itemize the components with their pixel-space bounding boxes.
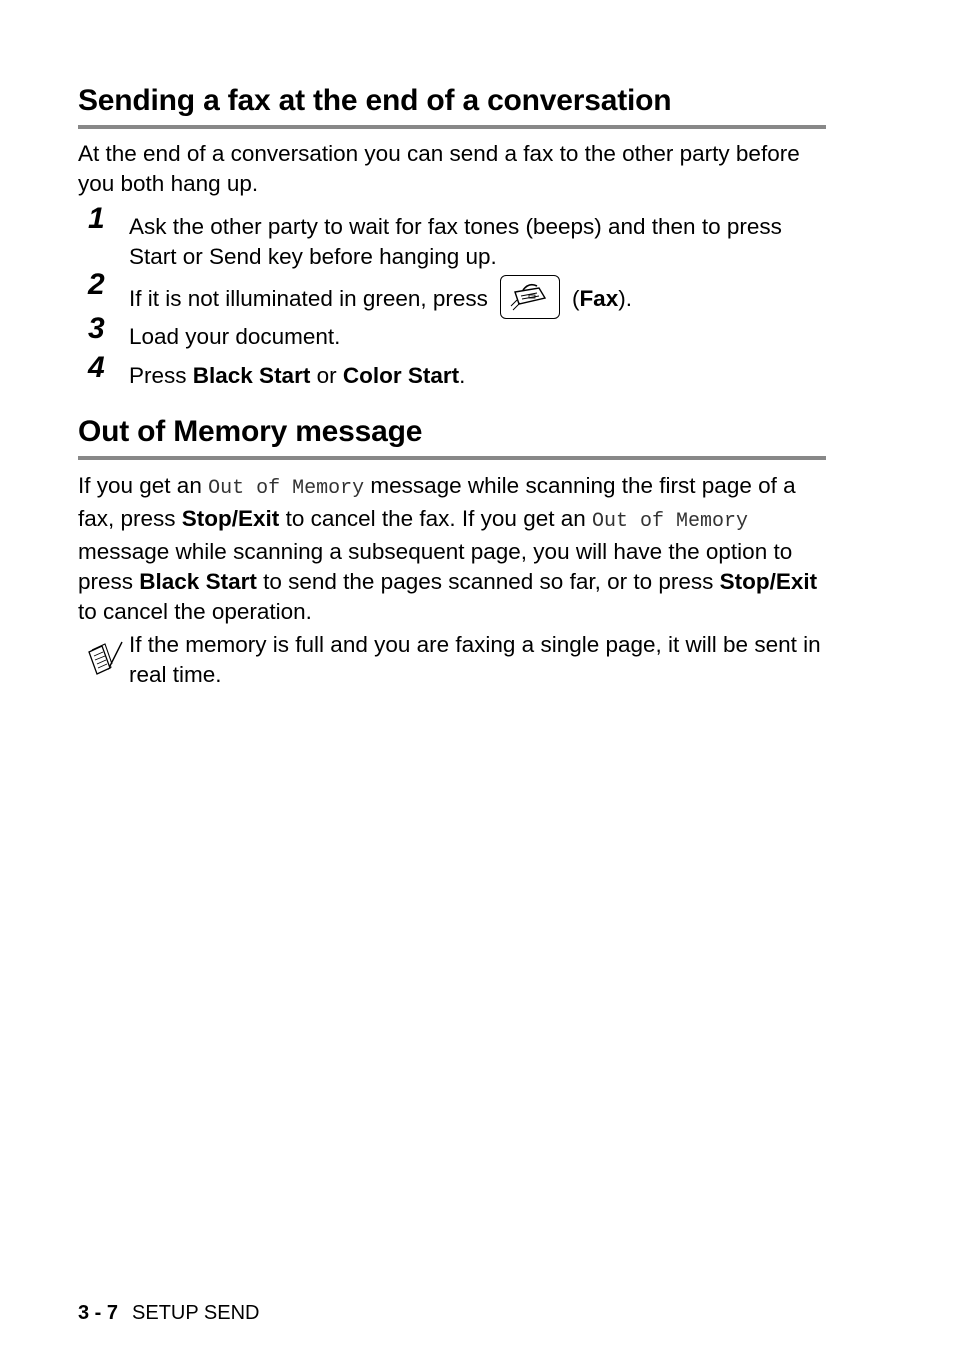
page-footer: [78, 1301, 259, 1325]
stop-exit-label: Stop/Exit: [719, 569, 818, 594]
memory-paragraph: [78, 471, 826, 627]
color-start-label: Color Start: [342, 363, 460, 388]
lcd-message: Out of Memory: [592, 510, 749, 533]
heading-text: Sending a fax at the end of a conversation: [78, 84, 672, 117]
fax-key-label: Fax: [579, 285, 619, 311]
fax-key-button[interactable]: [500, 275, 560, 319]
stop-exit-label: Stop/Exit: [181, 506, 280, 531]
step-text: Ask the other party to wait for fax tones (beeps) and then to press Start or Send key before hanging up.: [129, 214, 782, 269]
step-text: [129, 361, 819, 391]
intro-paragraph: At the end of a conversation you can send a fax to the other party before you both hang up.: [78, 141, 800, 196]
text-run: to send the pages scanned so far, or to press: [256, 569, 720, 594]
step-number: 4: [88, 351, 105, 384]
step-text-post: .: [459, 363, 466, 388]
text-run: message while scanning a subsequent page, you will have the option to press: [78, 539, 793, 594]
heading-rule: [78, 456, 826, 460]
step-text-pre: Press: [129, 363, 193, 388]
text-run: message while scanning the first page of a fax, press: [78, 473, 796, 531]
text-run: to cancel the fax. If you get an: [279, 506, 593, 531]
black-start-label: Black Start: [139, 569, 257, 594]
paren-open: (: [571, 285, 580, 311]
step-text: [129, 278, 819, 322]
section-heading-fax-end: [78, 86, 826, 129]
step-text: Load your document.: [129, 324, 341, 349]
step-number: 3: [88, 312, 105, 345]
text-run: to cancel the operation.: [78, 599, 312, 624]
text-run: If you get an: [78, 473, 209, 498]
footer-section: SETUP SEND: [132, 1302, 260, 1324]
step-number: 1: [88, 202, 105, 235]
page-number: 3 - 7: [78, 1302, 119, 1324]
step-number: 2: [88, 268, 105, 301]
paren-close: ).: [618, 285, 632, 311]
step-text-mid: or: [310, 363, 343, 388]
step-text-pre: If it is not illuminated in green, press: [129, 285, 488, 311]
note-pencil-icon: [86, 640, 124, 676]
section-heading-out-of-memory: [78, 417, 826, 460]
note-text: If the memory is full and you are faxing a single page, it will be sent in real time.: [129, 632, 821, 687]
lcd-message: Out of Memory: [208, 477, 365, 500]
heading-text: Out of Memory message: [78, 415, 423, 448]
fax-icon: [509, 280, 549, 312]
black-start-label: Black Start: [192, 363, 311, 388]
heading-rule: [78, 125, 826, 129]
